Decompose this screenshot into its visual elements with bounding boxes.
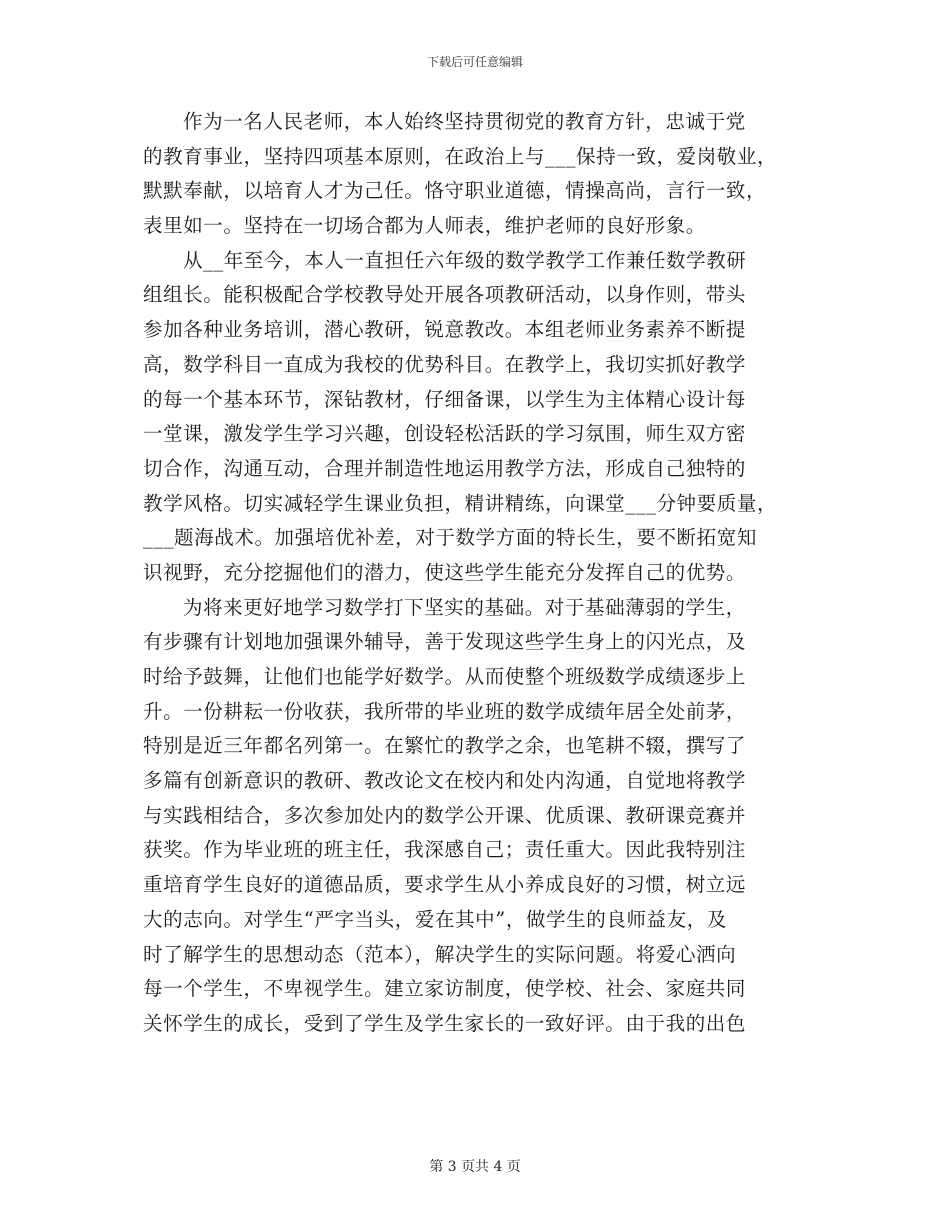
- text-line: 识视野，充分挖掘他们的潜力，使这些学生能充分发挥自己的优势。: [143, 560, 747, 584]
- page-header: 下载后可任意编辑: [426, 55, 523, 69]
- text-line: 时了解学生的思想动态（范本），解决学生的实际问题。将爱心洒向: [143, 942, 737, 966]
- text-line: 一堂课，激发学生学习兴趣，创设轻松活跃的学习氛围，师生双方密: [143, 422, 747, 446]
- text-line: 默默奉献，以培育人才为己任。恪守职业道德，情操高尚，言行一致，: [143, 179, 767, 203]
- page-footer: 第 3 页共 4 页: [429, 1159, 521, 1175]
- text-line: 获奖。作为毕业班的班主任，我深感自己；责任重大。因此我特别注: [143, 838, 747, 862]
- text-line: 大的志向。对学生“严字当头，爱在其中”，做学生的良师益友，及: [143, 907, 727, 931]
- text-line: 切合作，沟通互动，合理并制造性地运用教学方法，形成自己独特的: [143, 456, 747, 480]
- document-body: [143, 105, 803, 1042]
- text-line: 与实践相结合，多次参加处内的数学公开课、优质课、教研课竞赛并: [143, 803, 747, 827]
- text-line: 特别是近三年都名列第一。在繁忙的教学之余，也笔耕不辍，撰写了: [143, 734, 747, 758]
- text-line: 组组长。能积极配合学校教导处开展各项教研活动，以身作则，带头: [143, 283, 747, 307]
- paragraph-first-line: 作为一名人民老师，本人始终坚持贯彻党的教育方针，忠诚于党: [183, 110, 746, 133]
- text-line: 时给予鼓舞，让他们也能学好数学。从而使整个班级数学成绩逐步上: [143, 665, 747, 688]
- text-line: ___题海战术。加强培优补差，对于数学方面的特长生，要不断拓宽知: [143, 526, 757, 550]
- text-line: 教学风格。切实减轻学生课业负担，精讲精练，向课堂___分钟要质量，: [143, 491, 778, 515]
- text-line: 参加各种业务培训，潜心教研，锐意教改。本组老师业务素养不断提: [143, 318, 747, 342]
- paragraph-first-line: 为将来更好地学习数学打下坚实的基础。对于基础薄弱的学生，: [183, 595, 746, 619]
- text-line: 的教育事业，坚持四项基本原则，在政治上与___保持一致，爱岗敬业，: [143, 144, 778, 168]
- text-line: 关怀学生的成长，受到了学生及学生家长的一致好评。由于我的出色: [143, 1011, 747, 1035]
- text-line: 每一个学生，不卑视学生。建立家访制度，使学校、社会、家庭共同: [143, 977, 747, 1001]
- text-line: 重培育学生良好的道德品质，要求学生从小养成良好的习惯，树立远: [143, 873, 747, 897]
- text-line: 有步骤有计划地加强课外辅导，善于发现这些学生身上的闪光点，及: [143, 630, 747, 654]
- paragraph-first-line: 从__年至今，本人一直担任六年级的数学教学工作兼任数学教研: [183, 248, 747, 272]
- text-line: 的每一个基本环节，深钻教材，仔细备课，以学生为主体精心设计每: [143, 387, 747, 411]
- text-line: 升。一份耕耘一份收获，我所带的毕业班的数学成绩年居全处前茅，: [143, 699, 747, 723]
- text-line: 表里如一。坚持在一切场合都为人师表，维护老师的良好形象。: [143, 214, 706, 238]
- text-line: 多篇有创新意识的教研、教改论文在校内和处内沟通，自觉地将教学: [143, 769, 747, 793]
- text-line: 高，数学科目一直成为我校的优势科目。在教学上，我切实抓好教学: [143, 352, 747, 376]
